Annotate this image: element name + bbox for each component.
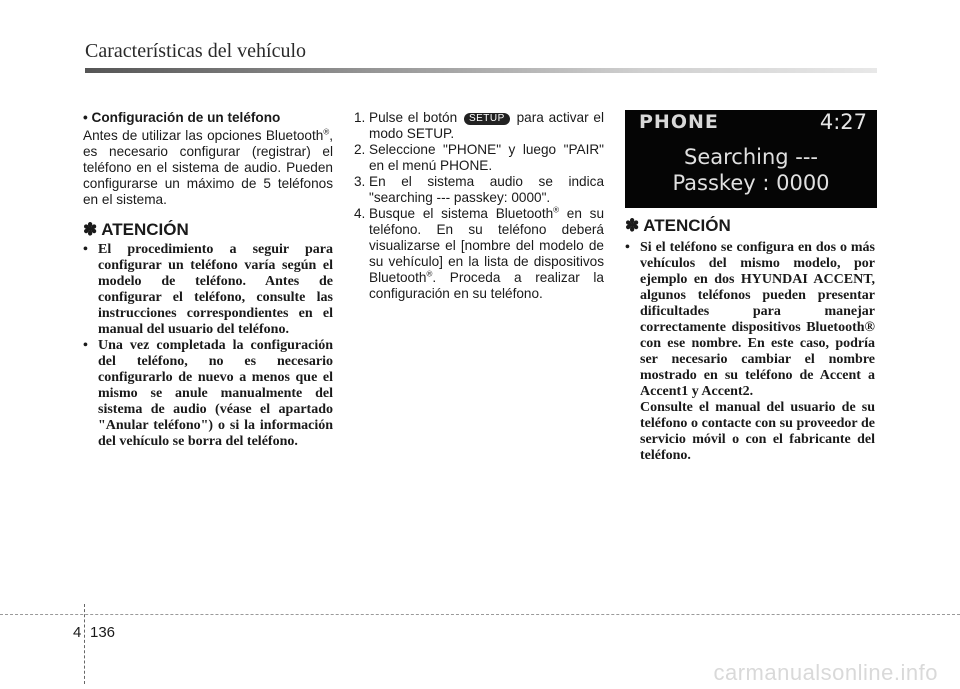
display-mode-label: PHONE <box>639 111 719 133</box>
list-item: • Una vez completada la configuración del teléfono, no es necesario configurarlo de nuevo a menos que el mismo se anule manualmente del sistema de audio (véase el apartado "Anular teléfono") o si la información del vehículo se borra del teléfono. <box>83 338 333 449</box>
watermark: carmanualsonline.info <box>713 660 938 685</box>
chapter-number: 4 <box>73 624 82 641</box>
header-rule <box>85 68 877 73</box>
list-item: • Si el teléfono se configura en dos o más vehículos del mismo modelo, por ejemplo en dos HYUNDAI ACCENT, algunos teléfonos pueden presentar dificultades para manejar correctamente dispositivos Bluetooth® con ese nombre. En este caso, podría ser necesario cambiar el nombre mostrado en su teléfono de Accent a Accent1 y Accent2. Consulte el manual del usuario de su teléfono o contacte con su proveedor de servicio móvil o con el fabricante del teléfono. <box>625 240 875 463</box>
list-item: 2. Seleccione "PHONE" y luego "PAIR" en el menú PHONE. <box>354 142 604 173</box>
column-right <box>625 110 875 464</box>
intro-paragraph: Antes de utilizar las opciones Bluetooth®, es necesario configurar (registrar) el teléfono en el sistema de audio. Pueden configurarse un máximo de 5 teléfonos en el sistema. <box>83 127 333 207</box>
attention-heading: ✽ ATENCIÓN <box>83 220 189 239</box>
page-number: 136 <box>90 624 116 641</box>
display-clock: 4:27 <box>819 110 867 134</box>
display-line-1: Searching --- <box>683 145 819 169</box>
page-header-title: Características del vehículo <box>85 40 307 62</box>
asterisk-icon: ✽ <box>625 216 640 235</box>
attention-notes <box>83 242 333 450</box>
column-left <box>83 110 333 450</box>
list-item: • El procedimiento a seguir para configurar un teléfono varía según el modelo de teléfono. Antes de configurar el teléfono, consulte las instrucciones correspondientes en el manual del usuario del teléfono. <box>83 242 333 337</box>
setup-button-icon: SETUP <box>464 113 510 125</box>
setup-steps <box>354 110 604 302</box>
asterisk-icon: ✽ <box>83 220 98 239</box>
list-item: 4. Busque el sistema Bluetooth® en su teléfono. En su teléfono deberá visualizarse el [nombre del modelo de su vehículo] en la lista de dispositivos Bluetooth®. Proceda a realizar la configuración en su teléfono. <box>354 205 604 301</box>
audio-display-screenshot <box>625 110 877 208</box>
footer-divider <box>84 604 86 684</box>
list-item: 1. Pulse el botón SETUP para activar el modo SETUP. <box>354 110 605 141</box>
display-top-bar <box>625 110 877 134</box>
footer-rule <box>0 614 960 616</box>
list-item: 3. En el sistema audio se indica "searching --- passkey: 0000". <box>354 174 604 205</box>
column-middle <box>354 110 604 302</box>
display-line-2: Passkey : 0000 <box>672 171 830 195</box>
section-heading: • Configuración de un teléfono <box>83 110 281 125</box>
attention-notes <box>625 240 875 464</box>
attention-heading: ✽ ATENCIÓN <box>625 216 731 235</box>
